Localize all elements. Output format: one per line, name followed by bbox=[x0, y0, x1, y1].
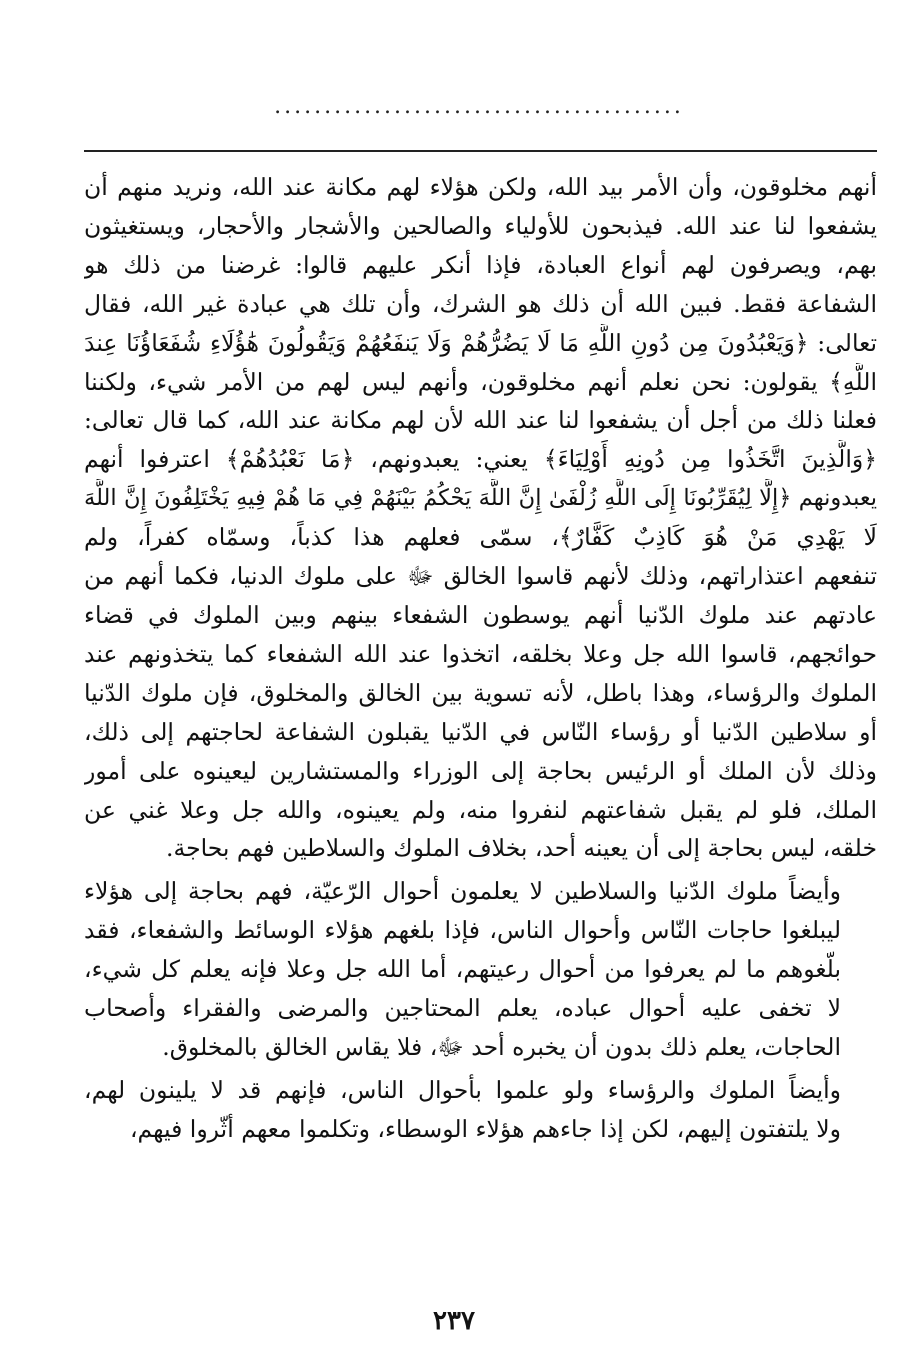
paragraph-1 bbox=[84, 168, 877, 868]
header-dotted-line: ......................................... bbox=[274, 94, 684, 119]
page-number: ٢٣٧ bbox=[433, 1306, 475, 1336]
text-line: أنهم مخلوقون، وأن الأمر بيد الله، ولكن هؤلاء لهم مكانة عند الله، ونريد منهم أن bbox=[84, 173, 877, 201]
text-line: بلّغوهم ما لم يعرفوا من أحوال رعيتهم، أما الله جل وعلا فإنه يعلم كل شيء، bbox=[84, 955, 841, 984]
text-line: يشفعوا لنا عند الله. فيذبحون للأولياء والصالحين والأشجار والأحجار، ويستغيثون bbox=[84, 211, 877, 240]
text-line: فعلنا ذلك من أجل أن يشفعوا لنا عند الله لأن لهم مكانة عند الله، كما قال تعالى: bbox=[84, 406, 877, 435]
text-line: وذلك لأن الملك أو الرئيس بحاجة إلى الوزراء والمستشارين ليعينوه على أمور bbox=[84, 756, 877, 785]
text-line: لَا يَهْدِي مَنْ هُوَ كَاذِبٌ كَفَّارٌ﴾، سمّى فعلهم هذا كذباً، وسمّاه كفراً، ولم bbox=[84, 523, 877, 552]
text-line: خلقه، ليس بحاجة إلى أن يعينه أحد، بخلاف الملوك والسلاطين فهم بحاجة. bbox=[166, 834, 877, 863]
text-line: يعبدونهم ﴿إِلَّا لِيُقَرِّبُونَا إِلَى اللَّهِ زُلْفَىٰ إِنَّ اللَّهَ يَحْكُمُ بَيْنَهُمْ فِي مَا هُمْ فِيهِ يَخْتَلِفُونَ إِنَّ اللَّهَ bbox=[84, 485, 877, 512]
text-line: الملوك والرؤساء، وهذا باطل، لأنه تسوية بين الخالق والمخلوق، فإن ملوك الدّنيا bbox=[84, 678, 877, 707]
body-text bbox=[84, 168, 877, 1149]
text-line: اللَّهِ﴾ يقولون: نحن نعلم أنهم مخلوقون، وأنهم ليس لهم من الأمر شيء، ولكننا bbox=[84, 367, 877, 396]
text-line: ولا يلتفتون إليهم، لكن إذا جاءهم هؤلاء الوسطاء، وتكلموا معهم أثّروا فيهم، bbox=[129, 1114, 841, 1143]
text-line: الحاجات، يعلم ذلك بدون أن يخبره أحد ﷻ، فلا يقاس الخالق بالمخلوق. bbox=[162, 1032, 841, 1061]
text-line: لا تخفى عليه أحوال عباده، يعلم المحتاجين والمرضى والفقراء وأصحاب bbox=[84, 994, 841, 1023]
text-line: بهم، ويصرفون لهم أنواع العبادة، فإذا أنكر عليهم قالوا: غرضنا من ذلك هو bbox=[84, 250, 877, 279]
text-line: الشفاعة فقط. فبين الله أن ذلك هو الشرك، وأن تلك هي عبادة غير الله، فقال bbox=[84, 289, 877, 318]
text-line: الملك، فلو لم يقبل شفاعتهم لنفروا منه، ولم يعينوه، والله جل وعلا غني عن bbox=[84, 795, 877, 824]
text-line: أو سلاطين الدّنيا أو رؤساء النّاس في الدّنيا يقبلون الشفاعة لحاجتهم إلى ذلك، bbox=[84, 717, 877, 746]
text-line: ليبلغوا حاجات النّاس وأحوال الناس، فإذا بلغهم هؤلاء الوسائط والشفعاء، فقد bbox=[84, 916, 841, 945]
text-line: حوائجهم، قاسوا الله جل وعلا بخلقه، اتخذوا عند الله الشفعاء كما يتخذونهم عند bbox=[84, 639, 877, 668]
text-line: تنفعهم اعتذاراتهم، وذلك لأنهم قاسوا الخالق ﷻ على ملوك الدنيا، فكما أنهم من bbox=[84, 562, 877, 591]
text-line: وأيضاً ملوك الدّنيا والسلاطين لا يعلمون أحوال الرّعيّة، فهم بحاجة إلى هؤلاء bbox=[84, 877, 841, 906]
header-rule bbox=[84, 150, 877, 152]
paragraph-2 bbox=[84, 872, 877, 1067]
text-line: عادتهم عند ملوك الدّنيا أنهم يوسطون الشفعاء بينهم وبين الملوك في قضاء bbox=[84, 600, 877, 629]
paragraph-3 bbox=[84, 1071, 877, 1149]
text-line: ﴿وَالَّذِينَ اتَّخَذُوا مِن دُونِهِ أَوْلِيَاءَ﴾ يعني: يعبدونهم، ﴿مَا نَعْبُدُهُمْ﴾ اعترفوا أنهم bbox=[84, 445, 877, 474]
text-line: وأيضاً الملوك والرؤساء ولو علموا بأحوال الناس، فإنهم قد لا يلينون لهم، bbox=[84, 1075, 841, 1104]
text-line: تعالى: ﴿وَيَعْبُدُونَ مِن دُونِ اللَّهِ مَا لَا يَضُرُّهُمْ وَلَا يَنفَعُهُمْ وَيَقُولُونَ هَٰؤُلَاءِ شُفَعَاؤُنَا عِندَ bbox=[84, 328, 877, 357]
